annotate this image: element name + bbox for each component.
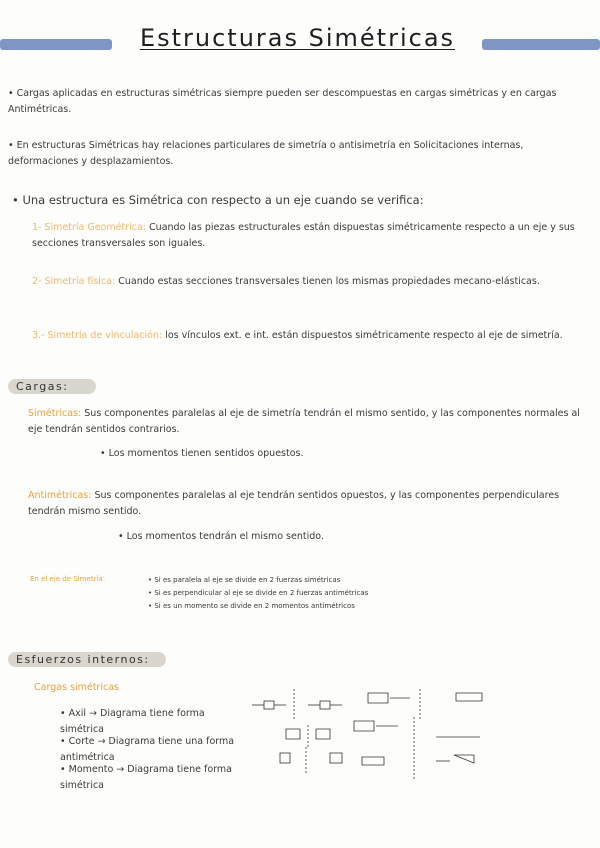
condition-label: 2- Simetría física: xyxy=(32,276,116,287)
esfuerzos-subheading: Cargas simétricas xyxy=(34,682,119,693)
eje-item-3: • Si es un momento se divide en 2 momentos antimétricos xyxy=(148,602,355,610)
condition-label: 1- Simetría Geométrica: xyxy=(32,222,147,233)
cargas-antimetricas xyxy=(28,488,588,520)
condition-geometric xyxy=(32,220,592,252)
simetricas-moments: • Los momentos tienen sentidos opuestos. xyxy=(100,448,304,459)
intro-paragraph-2: • En estructuras Simétricas hay relaciones particulares de simetría o antisimetría en Solicitaciones internas, deformaciones y desplazamientos. xyxy=(8,140,524,167)
simetricas-text: Sus componentes paralelas al eje de simetría tendrán el mismo sentido, y las componentes normales al eje tendrán sentidos contrarios. xyxy=(28,408,580,435)
axil-diagram-sketch xyxy=(250,685,590,785)
esfuerzos-heading: Esfuerzos internos: xyxy=(8,652,166,667)
condition-physical xyxy=(32,274,592,290)
eje-item-1: • Si es paralela al eje se divide en 2 fuerzas simétricas xyxy=(148,576,341,584)
title-bar-right xyxy=(482,39,600,50)
definition: • Una estructura es Simétrica con respecto a un eje cuando se verifica: xyxy=(12,193,424,207)
antimetricas-text: Sus componentes paralelas al eje tendrán sentidos opuestos, y las componentes perpendiculares tendrán mismo sentido. xyxy=(28,490,560,517)
esfuerzo-momento: • Momento → Diagrama tiene forma simétrica xyxy=(60,764,232,791)
condition-label: 3.- Simetría de vinculación: xyxy=(32,330,163,341)
condition-vinculacion xyxy=(32,328,592,344)
condition-text: Cuando estas secciones transversales tienen los mismas propiedades mecano-elásticas. xyxy=(118,276,540,287)
simetricas-label: Simétricas: xyxy=(28,408,82,419)
antimetricas-moments: • Los momentos tendrán el mismo sentido. xyxy=(118,531,324,542)
condition-text: los vínculos ext. e int. están dispuestos simétricamente respecto al eje de simetría. xyxy=(165,330,563,341)
title-bar-left xyxy=(0,39,112,50)
esfuerzo-axil: • Axil → Diagrama tiene forma simétrica xyxy=(60,708,205,735)
eje-item-2: • Si es perpendicular al eje se divide en 2 fuerzas antimétricas xyxy=(148,589,369,597)
condition-text: Cuando las piezas estructurales están dispuestas simétricamente respecto a un eje y sus secciones transversales son iguales. xyxy=(32,222,575,249)
cargas-simetricas xyxy=(28,406,588,438)
page-title: Estructuras Simétricas xyxy=(139,24,456,52)
intro-paragraph-1: • Cargas aplicadas en estructuras simétricas siempre pueden ser descompuestas en cargas simétricas y en cargas Antimétricas. xyxy=(8,88,557,115)
eje-label: En el eje de Simetría: xyxy=(30,575,106,583)
esfuerzo-corte: • Corte → Diagrama tiene una forma antimétrica xyxy=(60,736,235,763)
antimetricas-label: Antimétricas: xyxy=(28,490,92,501)
cargas-heading: Cargas: xyxy=(8,379,96,394)
